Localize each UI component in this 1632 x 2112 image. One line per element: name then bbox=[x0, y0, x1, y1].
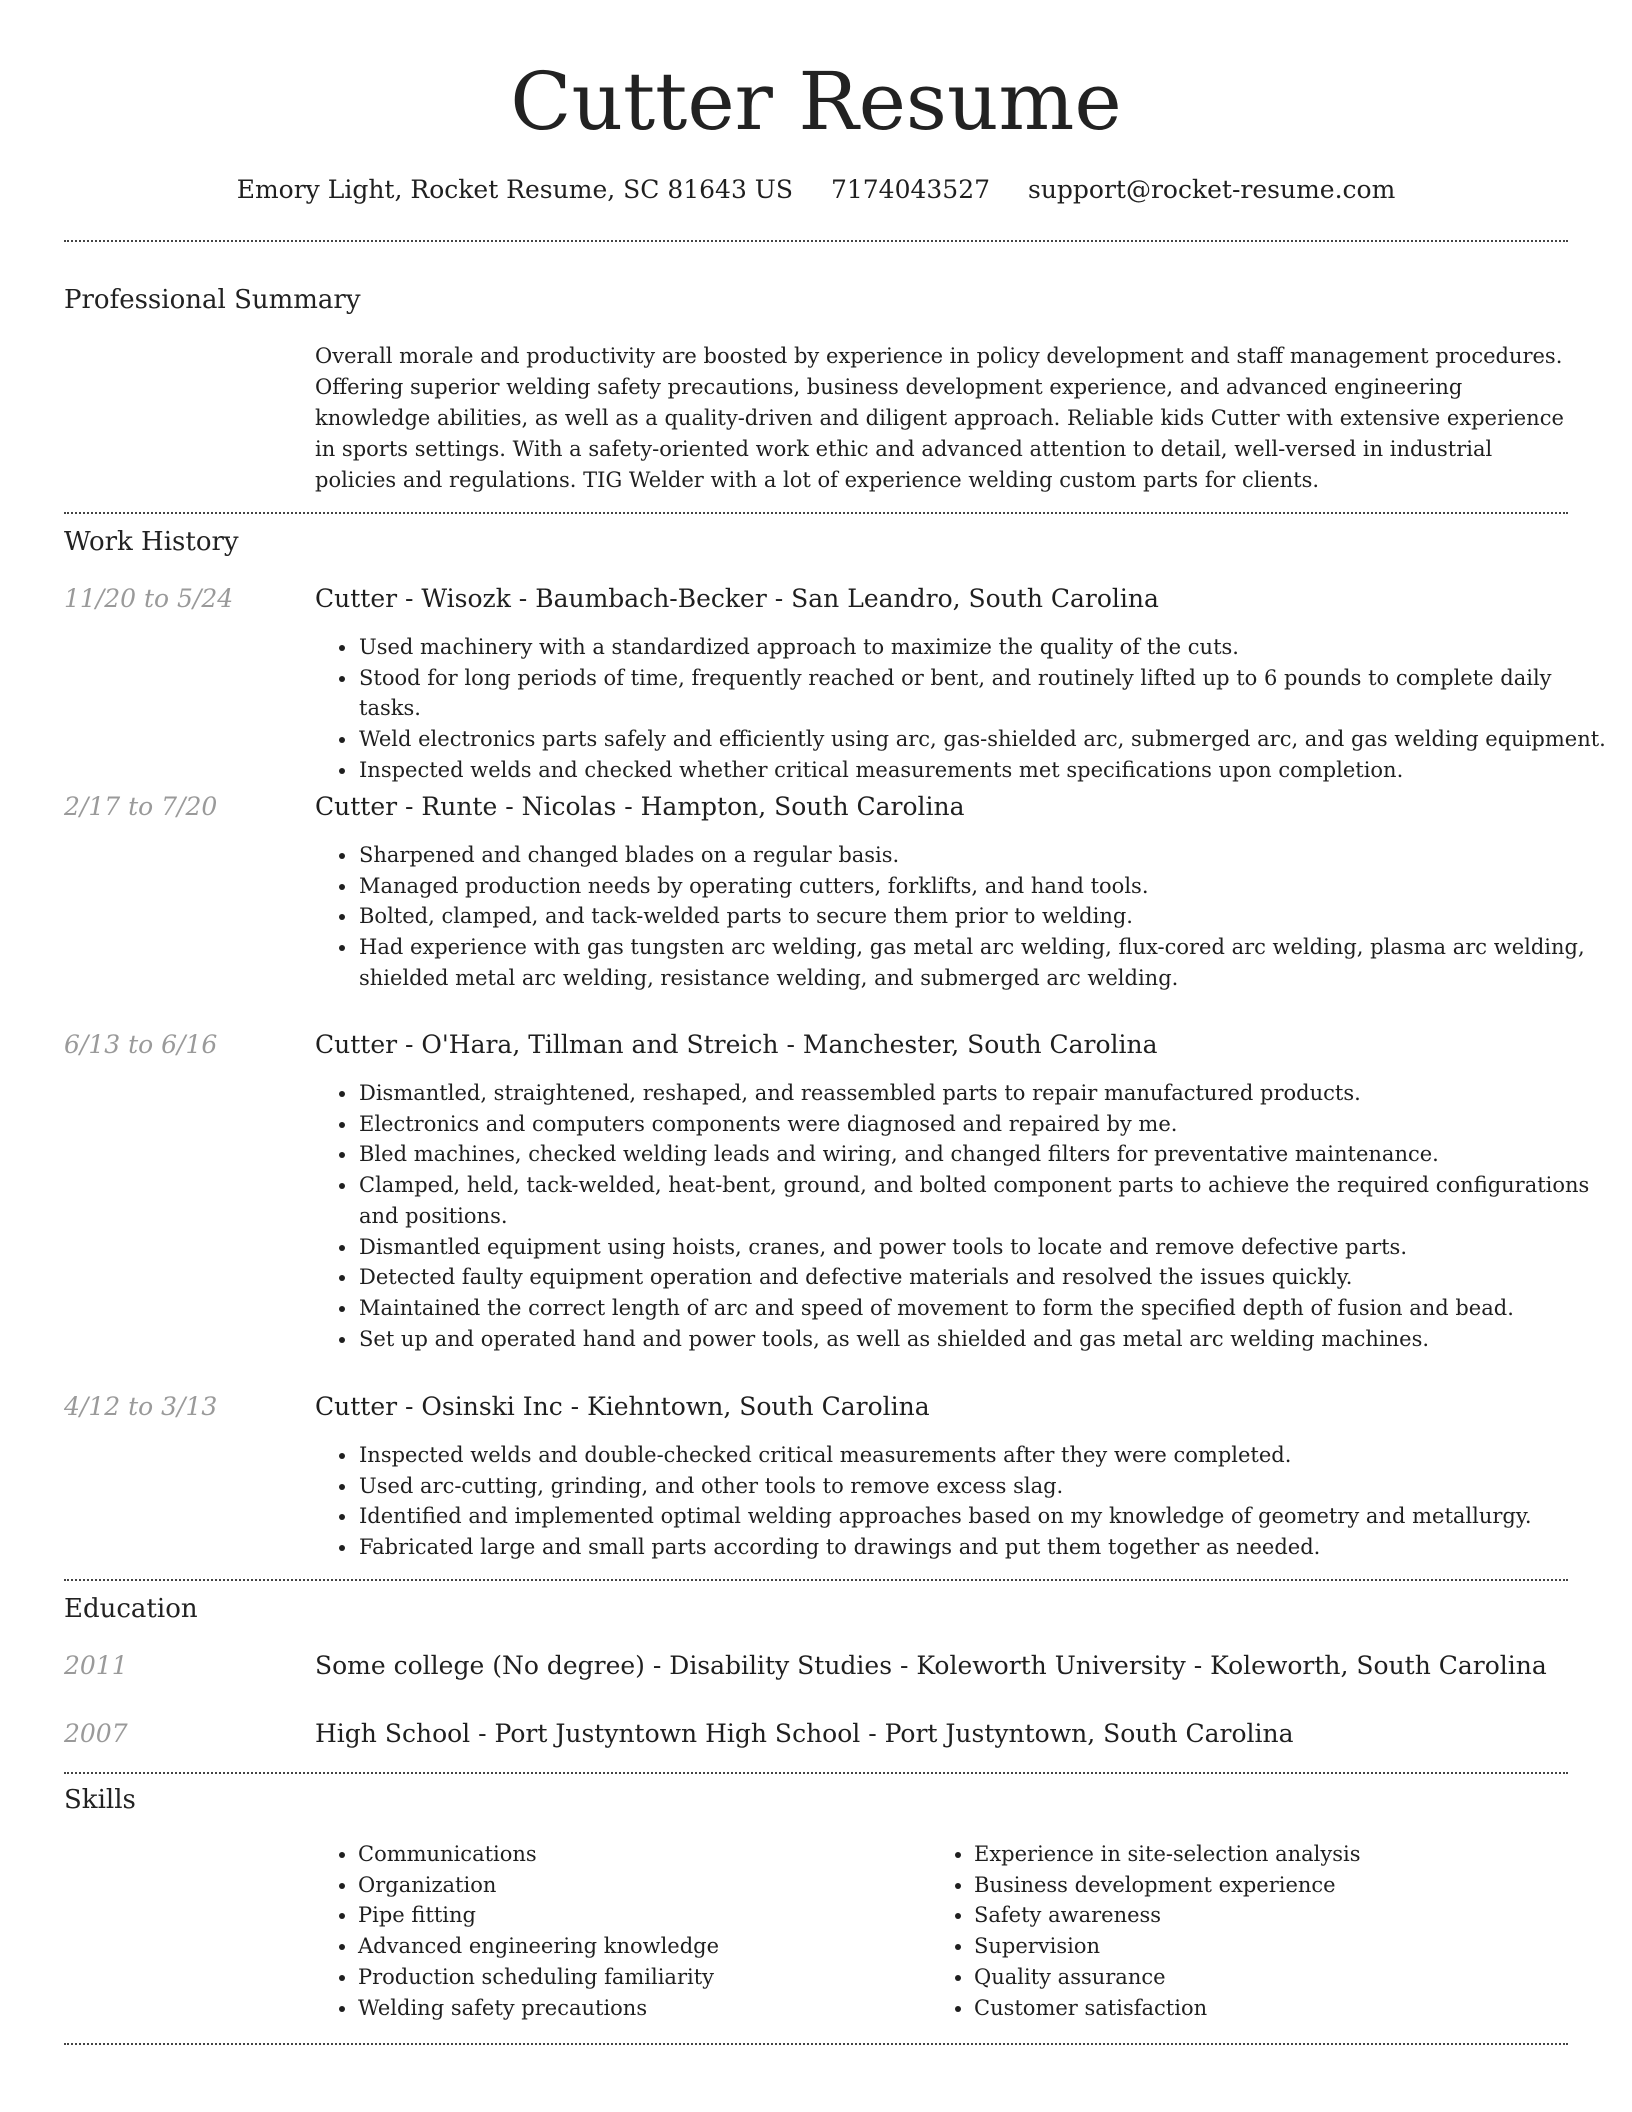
job-bullet: • Sharpened and changed blades on a regular basis. bbox=[358, 840, 1612, 871]
education-title: Some college (No degree) - Disability Studies - Koleworth University - Koleworth, South Carolina bbox=[315, 1651, 1547, 1680]
skill-item: • Experience in site-selection analysis bbox=[974, 1839, 1534, 1870]
contact-phone: 7174043527 bbox=[830, 175, 991, 204]
contact-line bbox=[0, 172, 1632, 208]
job-bullet: • Dismantled equipment using hoists, cranes, and power tools to locate and remove defective parts. bbox=[358, 1232, 1612, 1263]
summary-heading: Professional Summary bbox=[64, 285, 361, 315]
skill-item: • Communications bbox=[358, 1839, 918, 1870]
job-bullet: • Clamped, held, tack-welded, heat-bent, ground, and bolted component parts to achieve the required configurations and positions. bbox=[358, 1170, 1612, 1231]
skills-list-left bbox=[315, 1839, 918, 2023]
skill-item: • Welding safety precautions bbox=[358, 1993, 918, 2024]
skill-item: • Organization bbox=[358, 1870, 918, 1901]
section-divider bbox=[64, 240, 1568, 242]
job-dates: 11/20 to 5/24 bbox=[64, 584, 234, 613]
job-bullets bbox=[315, 840, 1612, 994]
job-bullet: • Used arc-cutting, grinding, and other tools to remove excess slag. bbox=[358, 1471, 1612, 1502]
skills-heading: Skills bbox=[64, 1785, 136, 1815]
job-bullet: • Used machinery with a standardized approach to maximize the quality of the cuts. bbox=[358, 632, 1612, 663]
education-year: 2011 bbox=[64, 1651, 128, 1680]
job-bullets bbox=[315, 1078, 1612, 1354]
job-bullet: • Electronics and computers components were diagnosed and repaired by me. bbox=[358, 1109, 1612, 1140]
skill-item: • Safety awareness bbox=[974, 1900, 1534, 1931]
section-divider bbox=[64, 1772, 1568, 1774]
section-divider bbox=[64, 1579, 1568, 1581]
skill-item: • Advanced engineering knowledge bbox=[358, 1931, 918, 1962]
job-dates: 4/12 to 3/13 bbox=[64, 1392, 218, 1421]
job-bullet: • Managed production needs by operating cutters, forklifts, and hand tools. bbox=[358, 871, 1612, 902]
job-title: Cutter - Osinski Inc - Kiehntown, South Carolina bbox=[315, 1392, 930, 1421]
contact-address: Emory Light, Rocket Resume, SC 81643 US bbox=[236, 175, 794, 204]
job-bullet: • Bled machines, checked welding leads and wiring, and changed filters for preventative maintenance. bbox=[358, 1139, 1612, 1170]
job-title: Cutter - O'Hara, Tillman and Streich - Manchester, South Carolina bbox=[315, 1030, 1158, 1059]
resume-title: Cutter Resume bbox=[510, 55, 1122, 148]
skill-item: • Quality assurance bbox=[974, 1962, 1534, 1993]
job-bullet: • Weld electronics parts safely and efficiently using arc, gas-shielded arc, submerged arc, and gas welding equipment. bbox=[358, 724, 1612, 755]
skill-item: • Pipe fitting bbox=[358, 1900, 918, 1931]
job-bullet: • Fabricated large and small parts according to drawings and put them together as needed. bbox=[358, 1532, 1612, 1563]
job-dates: 6/13 to 6/16 bbox=[64, 1030, 218, 1059]
contact-email: support@rocket-resume.com bbox=[1027, 175, 1396, 204]
job-bullet: • Had experience with gas tungsten arc welding, gas metal arc welding, flux-cored arc welding, plasma arc welding, shielded metal arc welding, resistance welding, and submerged arc welding. bbox=[358, 932, 1612, 993]
section-divider bbox=[64, 512, 1568, 514]
job-title: Cutter - Wisozk - Baumbach-Becker - San Leandro, South Carolina bbox=[315, 584, 1159, 613]
job-bullet: • Bolted, clamped, and tack-welded parts to secure them prior to welding. bbox=[358, 901, 1612, 932]
job-bullet: • Inspected welds and checked whether critical measurements met specifications upon completion. bbox=[358, 755, 1612, 786]
job-title: Cutter - Runte - Nicolas - Hampton, South Carolina bbox=[315, 792, 965, 821]
job-bullet: • Inspected welds and double-checked critical measurements after they were completed. bbox=[358, 1440, 1612, 1471]
education-title: High School - Port Justyntown High School - Port Justyntown, South Carolina bbox=[315, 1719, 1294, 1748]
work-history-heading: Work History bbox=[64, 527, 239, 557]
job-bullet: • Stood for long periods of time, frequently reached or bent, and routinely lifted up to 6 pounds to complete daily tasks. bbox=[358, 663, 1612, 724]
job-bullet: • Detected faulty equipment operation and defective materials and resolved the issues quickly. bbox=[358, 1262, 1612, 1293]
summary-text: Overall morale and productivity are boosted by experience in policy development and staff management procedures. Offering superior welding safety precautions, business development experience, and advanced engineering knowledge abilities, as well as a quality-driven and diligent approach. Reliable kids Cutter with extensive experience in sports settings. With a safety-oriented work ethic and advanced attention to detail, well-versed in industrial policies and regulations. TIG Welder with a lot of experience welding custom parts for clients. bbox=[315, 344, 1564, 492]
job-bullet: • Dismantled, straightened, reshaped, and reassembled parts to repair manufactured products. bbox=[358, 1078, 1612, 1109]
skill-item: • Business development experience bbox=[974, 1870, 1534, 1901]
job-bullets bbox=[315, 632, 1612, 786]
job-bullet: • Identified and implemented optimal welding approaches based on my knowledge of geometry and metallurgy. bbox=[358, 1501, 1612, 1532]
skill-item: • Supervision bbox=[974, 1931, 1534, 1962]
skills-list-right bbox=[931, 1839, 1534, 2023]
education-year: 2007 bbox=[64, 1719, 128, 1748]
job-bullet: • Set up and operated hand and power tools, as well as shielded and gas metal arc welding machines. bbox=[358, 1324, 1612, 1355]
education-heading: Education bbox=[64, 1594, 198, 1624]
section-divider bbox=[64, 2043, 1568, 2045]
skill-item: • Customer satisfaction bbox=[974, 1993, 1534, 2024]
skill-item: • Production scheduling familiarity bbox=[358, 1962, 918, 1993]
job-dates: 2/17 to 7/20 bbox=[64, 792, 218, 821]
job-bullet: • Maintained the correct length of arc and speed of movement to form the specified depth of fusion and bead. bbox=[358, 1293, 1612, 1324]
job-bullets bbox=[315, 1440, 1612, 1563]
